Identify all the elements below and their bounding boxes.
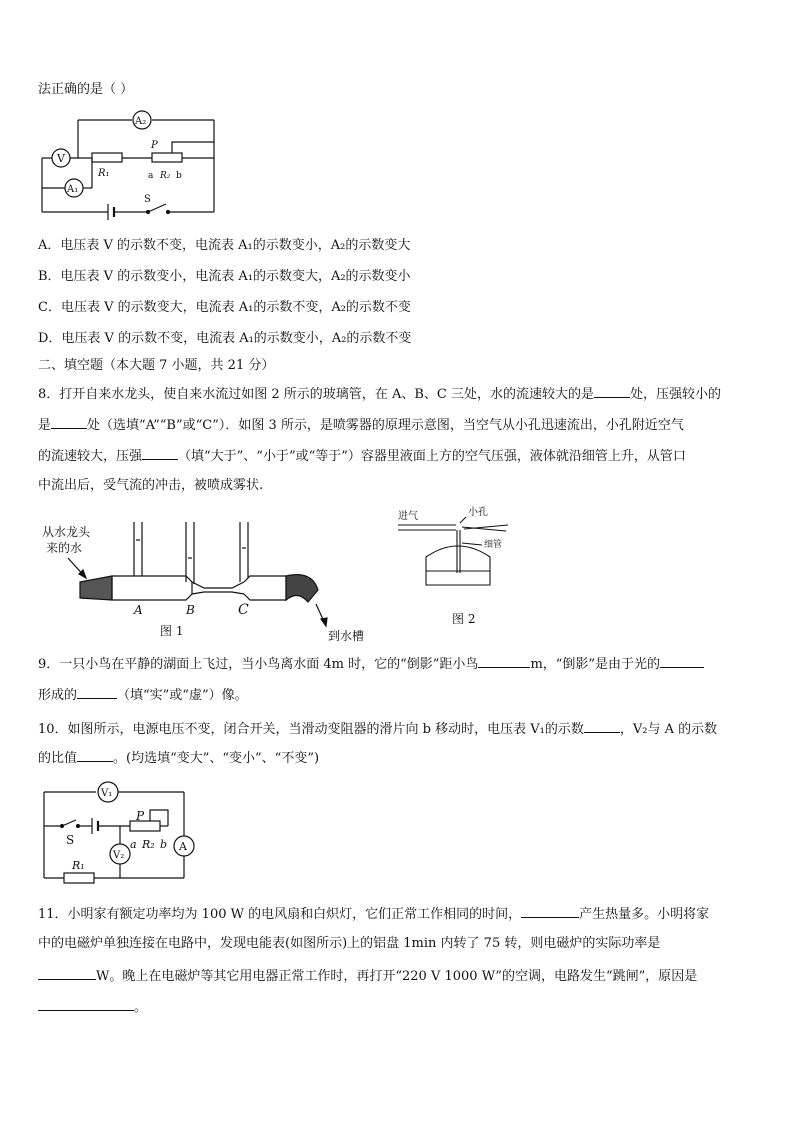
svg-text:图 1: 图 1 — [160, 624, 184, 638]
q8-blank-2[interactable] — [51, 415, 87, 429]
svg-text:C: C — [238, 602, 249, 618]
svg-text:来的水: 来的水 — [46, 541, 83, 555]
q11-blank-3[interactable] — [38, 997, 134, 1011]
q10-circuit-diagram — [40, 780, 200, 888]
q11-blank-1[interactable] — [521, 904, 579, 918]
q8-line-3: 的流速较大，压强 （填“大于”、“小于”或“等于”）容器里液面上方的空气压强，液体就沿细管上升，从管口 — [38, 446, 686, 466]
q10-line-1: 10．如图所示，电源电压不变，闭合开关，当滑动变阻器的滑片向 b 移动时，电压表 V₁的示数 ，V₂与 A 的示数 — [38, 719, 717, 739]
q8-line-4: 中流出后，受气流的冲击，被喷成雾状. — [38, 478, 264, 493]
q11-line-2: 中的电磁炉单独连接在电路中，发现电能表(如图所示)上的铝盘 1min 内转了 75 转，则电磁炉的实际功率是 — [38, 936, 661, 951]
q7-circuit-diagram — [36, 108, 226, 220]
svg-text:V: V — [57, 152, 65, 165]
q9-line-2: 形成的 （填“实”或“虚”）像。 — [38, 685, 248, 705]
q11-line-3: W。晚上在电磁炉等其它用电器正常工作时，再打开“220 V 1000 W”的空调，电路发生“跳闸”，原因是 — [38, 966, 697, 986]
svg-text:a: a — [130, 838, 137, 851]
svg-text:到水槽: 到水槽 — [328, 629, 365, 643]
q8-blank-1[interactable] — [594, 384, 630, 398]
svg-text:S: S — [144, 194, 151, 205]
resistor-r1 — [92, 153, 122, 162]
q11-line-1: 11．小明家有额定功率均为 100 W 的电风扇和白炽灯，它们正常工作相同的时间， 产生热量多。小明将家 — [38, 904, 709, 924]
rheostat-r2 — [152, 153, 182, 162]
svg-text:b: b — [176, 171, 182, 181]
q8-figure-1-glass-tube — [36, 520, 365, 645]
q8-line-2: 是 处（选填“A”“B”或“C”）．如图 3 所示，是喷雾器的原理示意图，当空气从小孔迅速流出，小孔附近空气 — [38, 415, 684, 435]
svg-text:从水龙头: 从水龙头 — [42, 525, 91, 539]
q10-blank-2[interactable] — [77, 748, 113, 762]
svg-text:小孔: 小孔 — [468, 507, 488, 518]
rheostat-r2 — [130, 821, 160, 831]
q7-option-c: C．电压表 V 的示数变大，电流表 A₁的示数不变，A₂的示数不变 — [38, 300, 411, 315]
svg-text:细管: 细管 — [484, 540, 503, 550]
svg-text:V₁: V₁ — [101, 788, 113, 799]
svg-text:A: A — [179, 840, 187, 853]
q11-blank-2[interactable] — [38, 966, 96, 980]
q9-blank-3[interactable] — [77, 685, 117, 699]
q9-blank-1[interactable] — [478, 654, 530, 668]
q7-stem-tail: 法正确的是（ ） — [38, 82, 134, 97]
svg-text:R₂: R₂ — [160, 171, 171, 181]
svg-text:B: B — [186, 603, 195, 617]
section-heading: 二、填空题（本大题 7 小题，共 21 分） — [38, 358, 275, 373]
q10-blank-1[interactable] — [584, 719, 620, 733]
svg-text:b: b — [160, 838, 168, 851]
q9-blank-2[interactable] — [660, 654, 704, 668]
svg-text:S: S — [66, 833, 75, 847]
svg-text:R₂: R₂ — [142, 838, 155, 851]
q7-option-a: A．电压表 V 的示数不变，电流表 A₁的示数变小，A₂的示数变大 — [38, 238, 411, 253]
svg-text:V₂: V₂ — [113, 850, 125, 861]
svg-text:A₁: A₁ — [67, 184, 79, 195]
q8-line-1: 8．打开自来水龙头，使自来水流过如图 2 所示的玻璃管，在 A、B、C 三处，水的流速较大的是 处，压强较小的 — [38, 384, 721, 404]
svg-text:A: A — [134, 603, 143, 617]
q9-line-1: 9．一只小鸟在平静的湖面上飞过，当小鸟离水面 4m 时，它的“倒影”距小鸟 m，“倒影”是由于光的 — [38, 654, 704, 674]
q7-option-b: B．电压表 V 的示数变小，电流表 A₁的示数变大，A₂的示数变小 — [38, 269, 411, 284]
svg-text:图 2: 图 2 — [452, 612, 476, 626]
svg-text:P: P — [151, 140, 158, 151]
svg-text:a: a — [148, 171, 154, 181]
svg-text:R₁: R₁ — [72, 859, 85, 872]
q11-line-4: 。 — [38, 997, 147, 1017]
q10-line-2: 的比值 。(均选填“变大”、“变小”、“不变”) — [38, 748, 319, 768]
q8-blank-3[interactable] — [142, 446, 178, 460]
svg-text:R₁: R₁ — [98, 168, 110, 179]
svg-text:P: P — [136, 809, 145, 823]
q8-figure-2-sprayer — [396, 505, 526, 630]
q7-option-d: D．电压表 V 的示数不变，电流表 A₁的示数变小，A₂的示数不变 — [38, 331, 412, 346]
svg-text:进气: 进气 — [398, 511, 418, 522]
svg-text:A₂: A₂ — [135, 116, 147, 127]
resistor-r1 — [64, 873, 94, 883]
